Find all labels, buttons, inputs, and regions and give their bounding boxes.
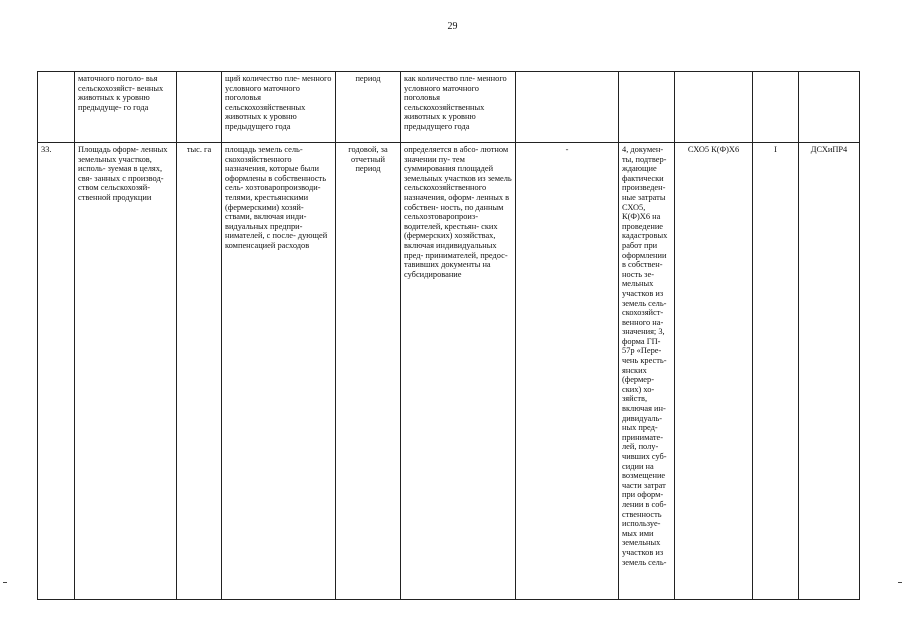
edge-mark [898, 582, 902, 583]
edge-mark [3, 582, 7, 583]
cell-definition: площадь земель сель- скохозяйственного назначения, которые были оформлены в собственность сель- хозтоваропроизводи- телями, крестьянскими (фермерскими) хозяй- ствами, включая инди- видуальных предпри- нимателей, с после- дующей компенсацией расходов [222, 143, 336, 600]
cell-num: 33. [38, 143, 75, 600]
table-row [38, 143, 860, 600]
cell-period: период [336, 72, 401, 143]
cell-resp: СХО5 К(Ф)Х6 [675, 143, 753, 600]
cell-period: годовой, за отчетный период [336, 143, 401, 600]
cell-code [753, 72, 799, 143]
cell-source: 4, докумен- ты, подтвер- ждающие фактически произведен- ные затраты СХО5, К(Ф)Х6 на проведение кадастровых работ при оформлении в собствен- ность зе- мельных участков из земель сель- скохозяйст- венного на- значения; 3, форма ГП- 57р «Пере- чень кресть- янских (фермер- ских) хо- зяйств, включая ин- дивидуаль- ных пред- принимате- лей, полу- чивших суб- сидии на возмещение части затрат при оформ- лении в соб- ственность используе- мых ими земельных участков из земель сель- [619, 143, 675, 600]
cell-unit: тыс. га [177, 143, 222, 600]
cell-definition: щий количество пле- менного условного маточного поголовья сельскохозяйственных животных к уровню предыдущего года [222, 72, 336, 143]
cell-formula [516, 72, 619, 143]
cell-method: определяется в абсо- лютном значении пу- тем суммирования площадей земельных участков из земель сельскохозяйственного назначения, оформ- ленных в собствен- ность, по данным сельхозтоваропроиз- водителей, крестьян- ских (фермерских) хозяйствах, включая индивидуальных пред- принимателей, предос- тавивших документы на субсидирование [401, 143, 516, 600]
cell-source [619, 72, 675, 143]
cell-num [38, 72, 75, 143]
cell-method: как количество пле- менного условного маточного поголовья сельскохозяйственных животных к уровню предыдущего года [401, 72, 516, 143]
cell-dept: ДСХиПР4 [799, 143, 860, 600]
page-number: 29 [447, 21, 458, 32]
cell-resp [675, 72, 753, 143]
indicator-table [37, 71, 860, 600]
table-row [38, 72, 860, 143]
cell-formula: - [516, 143, 619, 600]
cell-unit [177, 72, 222, 143]
cell-name: маточного поголо- вья сельскохозяйст- венных животных к уровню предыдуще- го года [75, 72, 177, 143]
cell-code: I [753, 143, 799, 600]
cell-name: Площадь оформ- ленных земельных участков, исполь- зуемая в целях, свя- занных с производ- ством сельскохозяй- ственной продукции [75, 143, 177, 600]
cell-dept [799, 72, 860, 143]
